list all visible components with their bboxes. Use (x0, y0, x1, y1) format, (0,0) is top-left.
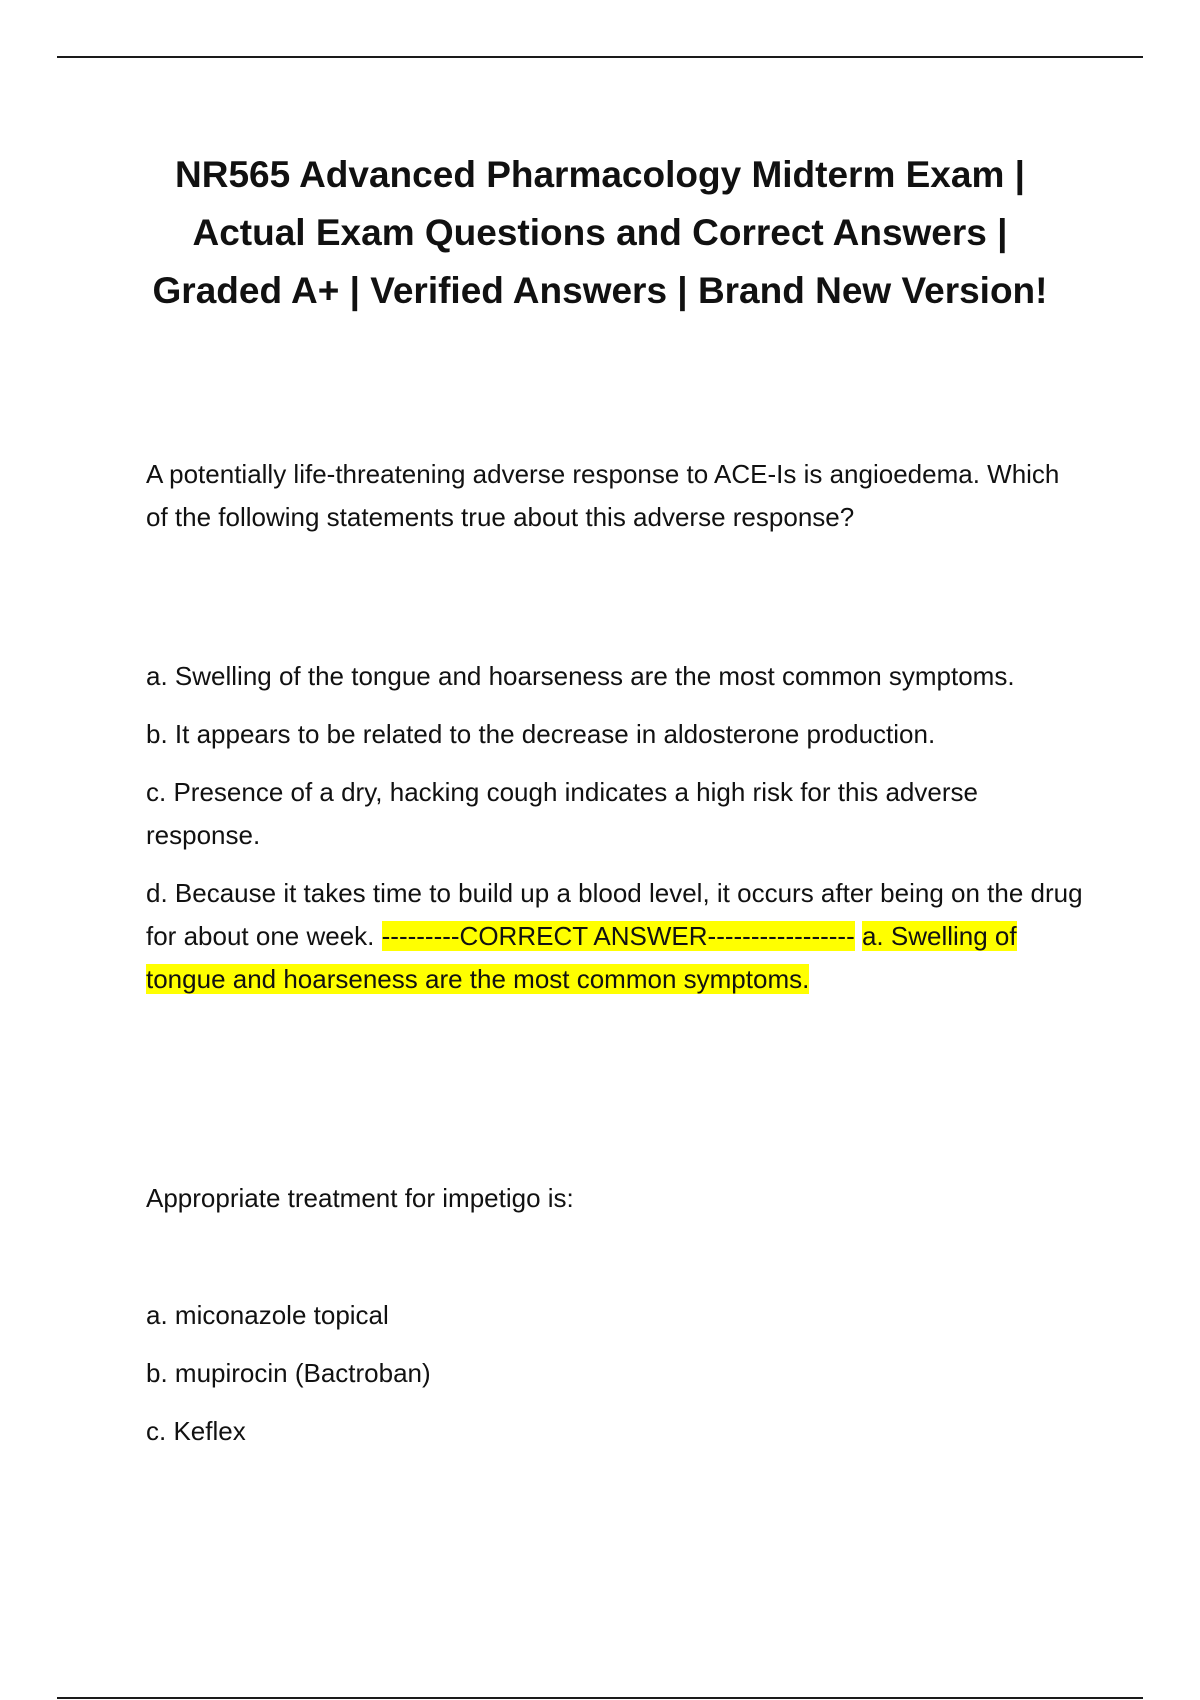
option-a: a. miconazole topical (146, 1300, 389, 1330)
option-c: c. Presence of a dry, hacking cough indicates a high risk for this adverse response. (146, 777, 978, 850)
footer-rule (57, 1697, 1143, 1699)
document-title: NR565 Advanced Pharmacology Midterm Exam | Actual Exam Questions and Correct Answers | Graded A+ | Verified Answers | Brand New Version! (152, 154, 1048, 311)
question-1-options (146, 655, 1086, 1016)
question-2-stem (146, 1177, 1086, 1220)
question-2-options (146, 1294, 1086, 1468)
header-rule (57, 56, 1143, 58)
question-stem-text: A potentially life-threatening adverse response to ACE-Is is angioedema. Which of the following statements true about this adverse response? (146, 459, 1060, 532)
option-d: d. Because it takes time to build up a blood level, it occurs after being on the drug for about one week. (146, 878, 1083, 951)
option-c: c. Keflex (146, 1416, 246, 1446)
question-1-stem (146, 453, 1086, 539)
option-a: a. Swelling of the tongue and hoarseness are the most common symptoms. (146, 661, 1015, 691)
option-d-with-answer (146, 872, 1086, 1001)
correct-answer-marker: ---------CORRECT ANSWER----------------- (381, 921, 855, 951)
option-b: b. It appears to be related to the decrease in aldosterone production. (146, 719, 936, 749)
option-b: b. mupirocin (Bactroban) (146, 1358, 431, 1388)
correct-answer-text: a. Swelling of tongue and hoarseness are the most common symptoms. (146, 921, 1017, 994)
question-stem-text: Appropriate treatment for impetigo is: (146, 1183, 574, 1213)
